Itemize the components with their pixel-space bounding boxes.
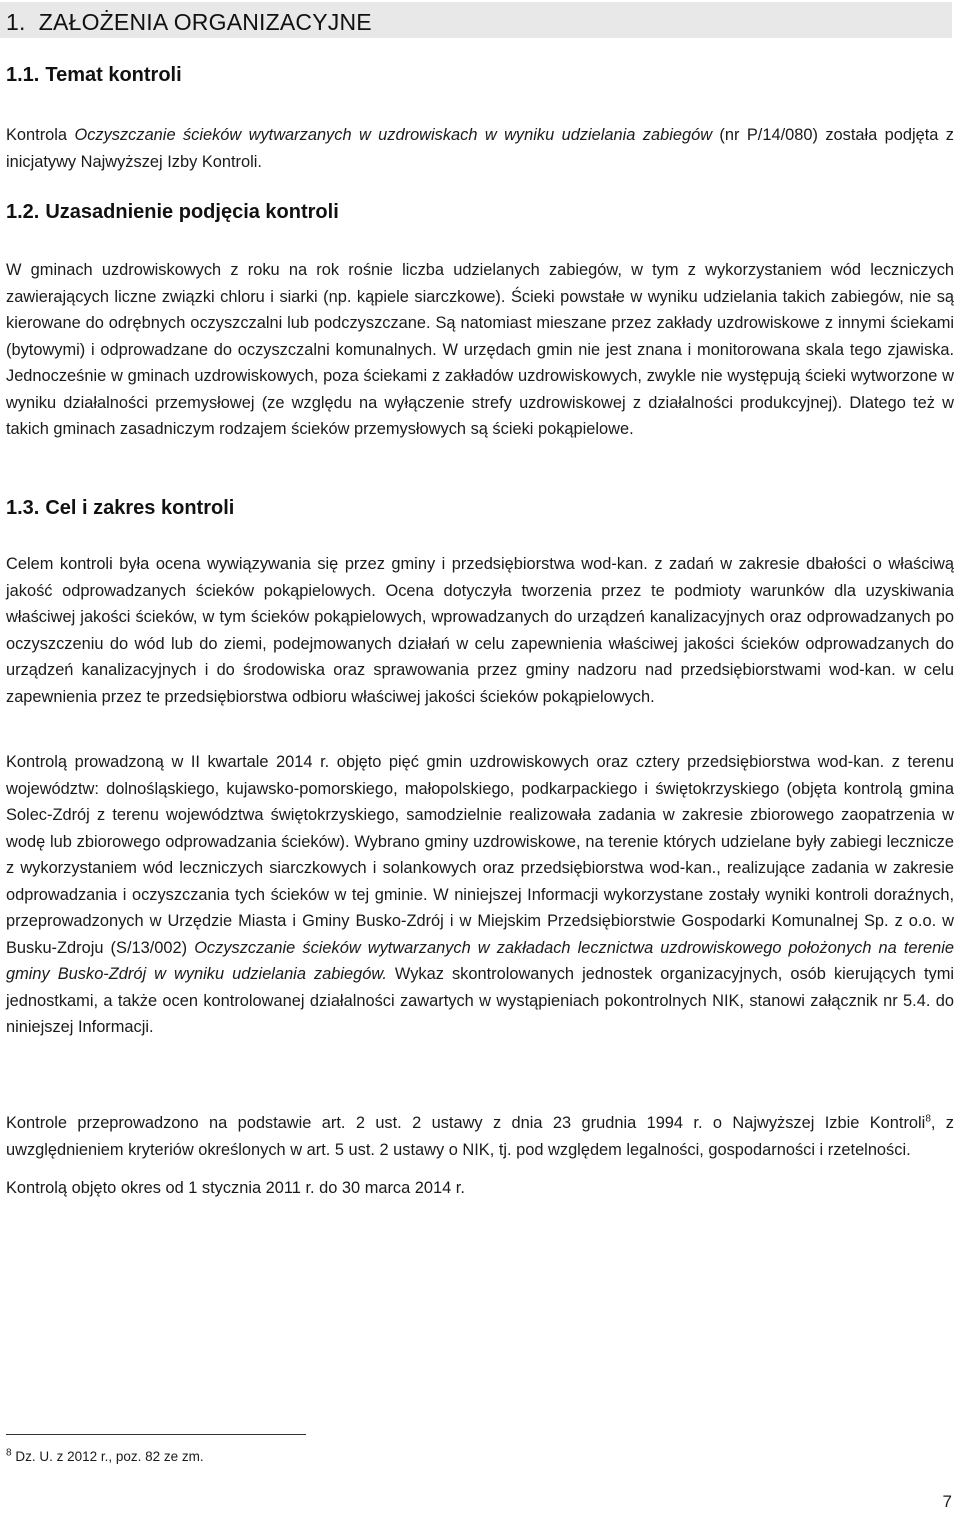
text-run: , z uwzględnieniem kryteriów określonych w art. 5 ust. 2 ustawy o NIK, tj. pod względem legalności, gospodarności i rzetelności. — [6, 1114, 954, 1159]
chapter-number: 1. — [6, 9, 26, 35]
section-heading-uzasadnienie — [6, 199, 339, 225]
paragraph-okres — [6, 1175, 954, 1202]
paragraph-cel — [6, 551, 954, 710]
section-number: 1.2. — [6, 201, 40, 223]
text-run: (nr P/14/080) została podjęta z inicjatywy Najwyższej Izby Kontroli. — [6, 126, 955, 171]
paragraph-text: W gminach uzdrowiskowych z roku na rok rośnie liczba udzielanych zabiegów, w tym z wykorzystaniem wód leczniczych zawierających liczne związki chloru i siarki (np. kąpiele siarczkowe). Ścieki powstałe w wyniku udzielania takich zabiegów, nie są kierowane do odrębnych oczyszczalni lub podczyszczane. Są natomiast mieszane przez zakłady uzdrowiskowe z innymi ściekami (bytowymi) i odprowadzane do oczyszczalni komunalnych. W urzędach gmin nie jest znana i monitorowana skala tego zjawiska. Jednocześnie w gminach uzdrowiskowych, poza ściekami z zakładów uzdrowiskowych, zwykle nie występują ścieki wytworzone w wyniku działalności przemysłowej (ze względu na wyłączenie strefy uzdrowiskowej z działalności produkcyjnej). Dlatego też w takich gminach zasadniczym rodzajem ścieków przemysłowych są ścieki pokąpielowe. — [6, 261, 954, 438]
page-number: 7 — [942, 1492, 952, 1511]
text-run: Kontrole przeprowadzono na podstawie art. 2 ust. 2 ustawy z dnia 23 grudnia 1994 r. o Najwyższej Izbie Kontroli — [6, 1114, 926, 1132]
text-run: Wykaz skontrolowanych jednostek organizacyjnych, osób kierujących tymi jednostkami, a także ocen kontrolowanej działalności zawartych w wystąpieniach pokontrolnych NIK, stanowi załącznik nr 5.4. do niniejszej Informacji. — [6, 965, 954, 1036]
paragraph-zakres — [6, 749, 954, 1041]
section-title: Cel i zakres kontroli — [45, 497, 235, 519]
section-number: 1.3. — [6, 497, 40, 519]
footnote — [6, 1448, 204, 1466]
chapter-heading-band — [0, 2, 952, 38]
footnote-reference: 8 — [925, 1113, 931, 1125]
section-title: Uzasadnienie podjęcia kontroli — [45, 201, 339, 223]
footnote-marker: 8 — [6, 1447, 12, 1459]
paragraph-podstawa — [6, 1110, 954, 1163]
text-run: Kontrola — [6, 126, 75, 144]
paragraph-text: Kontrolą objęto okres od 1 stycznia 2011 r. do 30 marca 2014 r. — [6, 1179, 465, 1197]
control-topic-italic: Oczyszczanie ścieków wytwarzanych w zakładach lecznictwa uzdrowiskowego położonych na terenie gminy Busko-Zdrój w wyniku udzielania zabiegów. — [6, 938, 954, 983]
chapter-title — [6, 8, 372, 36]
control-topic-italic: Oczyszczanie ścieków wytwarzanych w uzdrowiskach w wyniku udzielania zabiegów — [74, 126, 713, 144]
chapter-title-text: ZAŁOŻENIA ORGANIZACYJNE — [38, 9, 372, 35]
section-heading-cel — [6, 495, 234, 521]
section-heading-temat — [6, 62, 182, 88]
paragraph-temat — [6, 122, 954, 175]
section-title: Temat kontroli — [45, 64, 182, 86]
paragraph-text: Celem kontroli była ocena wywiązywania się przez gminy i przedsiębiorstwa wod-kan. z zadań w zakresie dbałości o właściwą jakość odprowadzanych ścieków pokąpielowych. Ocena dotyczyła tworzenia przez te podmioty warunków dla uzyskiwania właściwej jakości ścieków, w tym ścieków pokąpielowych, wprowadzanych do urządzeń kanalizacyjnych oraz odprowadzanych po oczyszczeniu do wód lub do ziemi, podejmowanych działań w celu zapewnienia właściwej jakości ścieków odprowadzanych do urządzeń kanalizacyjnych i do środowiska oraz sprawowania przez gminy nadzoru nad przedsiębiorstwami wod-kan. w celu zapewnienia przez te przedsiębiorstwa odbioru właściwej jakości ścieków pokąpielowych. — [6, 555, 954, 706]
paragraph-uzasadnienie — [6, 257, 954, 443]
footnote-text: Dz. U. z 2012 r., poz. 82 ze zm. — [11, 1449, 204, 1464]
text-run: Kontrolą prowadzoną w II kwartale 2014 r. objęto pięć gmin uzdrowiskowych oraz cztery przedsiębiorstwa wod-kan. z terenu województw: dolnośląskiego, kujawsko-pomorskiego, małopolskiego, podkarpackiego i świętokrzyskiego (objęta kontrolą gmina Solec-Zdrój z terenu województwa świętokrzyskiego, samodzielnie realizowała zadania w zakresie zbiorowego zaopatrzenia w wodę lub zbiorowego odprowadzania ścieków). Wybrano gminy uzdrowiskowe, na terenie których udzielane były zabiegi lecznicze z wykorzystaniem wód leczniczych siarczkowych i solankowych oraz przedsiębiorstwa wod-kan., realizujące zadania w zakresie odprowadzania i oczyszczania tych ścieków w tej gminie. W niniejszej Informacji wykorzystane zostały wyniki kontroli doraźnych, przeprowadzonych w Urzędzie Miasta i Gminy Busko-Zdrój i w Miejskim Przedsiębiorstwie Gospodarki Komunalnej Sp. z o.o. w Busku-Zdroju (S/13/002) — [6, 753, 954, 957]
section-number: 1.1. — [6, 64, 40, 86]
footnote-divider — [6, 1434, 306, 1435]
